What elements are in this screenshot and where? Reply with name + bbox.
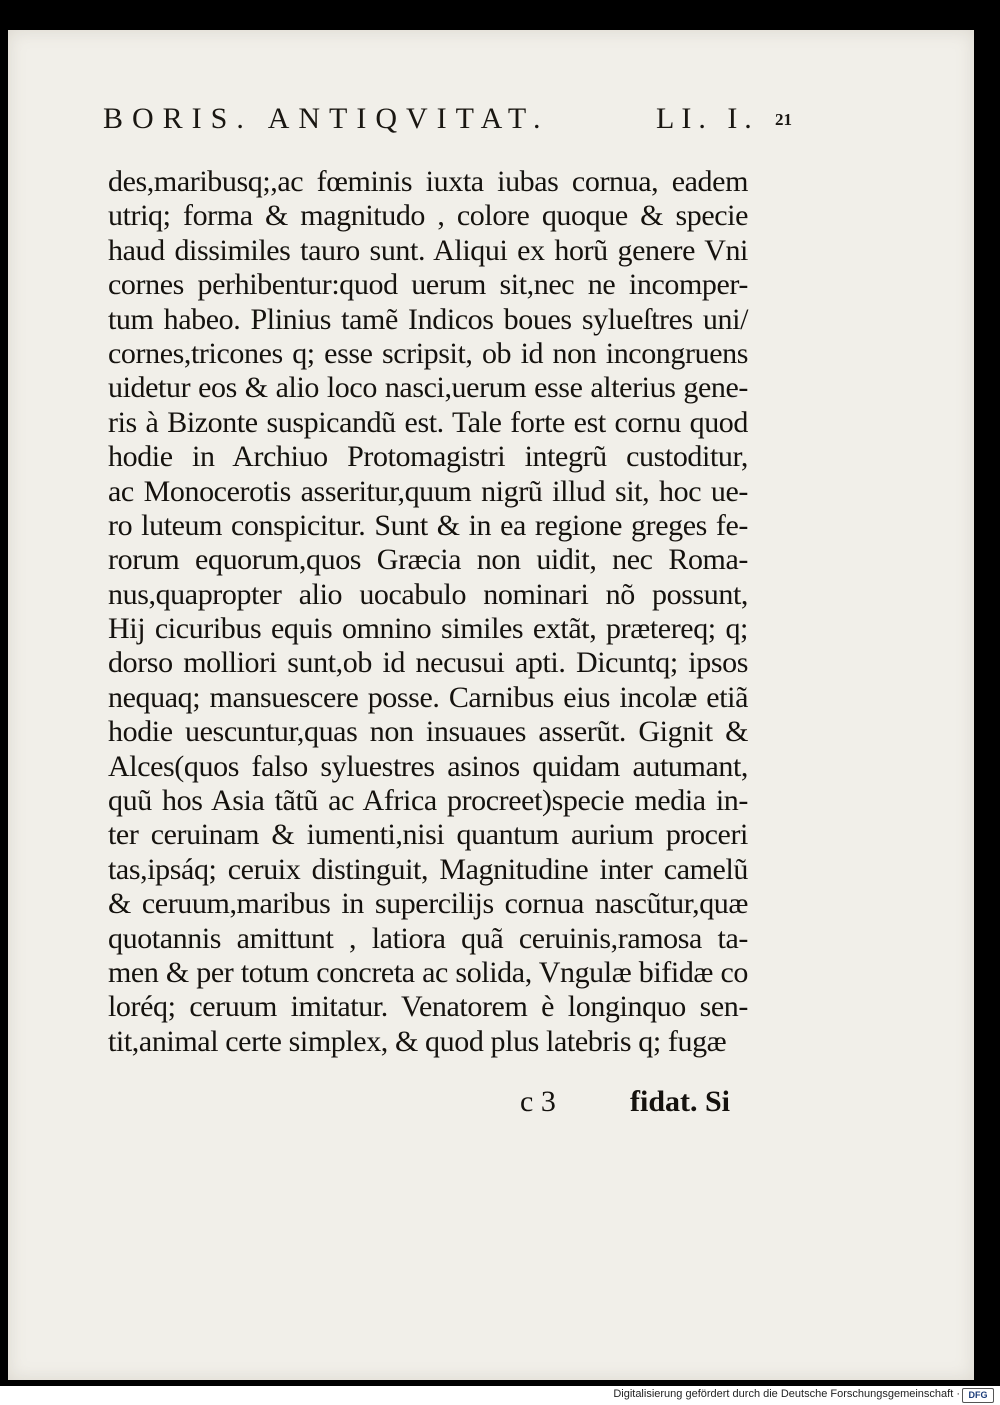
text-line: ris à Bizonte suspicandũ est. Tale forte est cornu quod <box>108 405 748 439</box>
footer-bar <box>0 1386 1000 1405</box>
text-line: utriq; forma & magnitudo , colore quoque & specie <box>108 199 748 233</box>
catchword: fidat. Si <box>630 1085 731 1118</box>
funding-credit: Digitalisierung gefördert durch die Deutsche Forschungsgemeinschaft · <box>613 1388 960 1400</box>
running-head-title: BORIS. ANTIQVITAT. <box>103 102 550 135</box>
folio-number: 21 <box>775 110 792 129</box>
text-line: des,maribusq;,ac fœminis iuxta iubas cornua, eadem <box>108 165 748 198</box>
text-line: Hij cicuribus equis omnino similes extãt, prætereq; q; <box>108 612 748 646</box>
running-head <box>103 102 803 142</box>
text-line: ter ceruinam & iumenti,nisi quantum aurium proceri <box>108 818 748 852</box>
text-line: hodie in Archiuo Protomagistri integrũ custoditur, <box>108 440 748 474</box>
text-line: hodie uescuntur,quas non insuaues asserũt. Gignit & <box>108 715 748 749</box>
text-line: loréq; ceruum imitatur. Venatorem è longinquo sen- <box>108 990 748 1024</box>
text-line: rorum equorum,quos Græcia non uidit, nec Roma- <box>108 543 748 577</box>
text-line: haud dissimiles tauro sunt. Aliqui ex horũ genere Vni <box>108 233 748 267</box>
book-page <box>8 30 974 1380</box>
text-line: tum habeo. Plinius tamẽ Indicos boues sylueſtres uni/ <box>108 302 748 336</box>
text-line: nus,quapropter alio uocabulo nominari nõ possunt, <box>108 577 748 611</box>
text-line: quũ hos Asia tãtũ ac Africa procreet)specie media in- <box>108 784 748 818</box>
body-text <box>108 165 748 1059</box>
signature-line <box>520 1085 750 1121</box>
text-line: & ceruum,maribus in supercilijs cornua nascũtur,quæ <box>108 887 748 921</box>
text-line: ro luteum conspicitur. Sunt & in ea regione greges fe- <box>108 508 748 542</box>
signature-mark: c 3 <box>520 1085 556 1118</box>
text-line: tit,animal certe simplex, & quod plus latebris q; fugæ <box>108 1024 727 1058</box>
text-line: cornes,tricones q; esse scripsit, ob id non incongruens <box>108 336 748 370</box>
text-line: ac Monocerotis asseritur,quum nigrũ illud sit, hoc ue- <box>108 474 748 508</box>
text-line: Alces(quos falso syluestres asinos quidam autumant, <box>108 749 748 783</box>
dfg-logo-icon: DFG <box>962 1388 994 1403</box>
text-line: tas,ipsáq; ceruix distinguit, Magnitudine inter camelũ <box>108 852 748 886</box>
text-line: uidetur eos & alio loco nasci,uerum esse alterius gene- <box>108 371 748 405</box>
text-line: men & per totum concreta ac solida, Vngulæ bifidæ co <box>108 955 748 989</box>
running-head-book-number: LI. I. <box>656 102 759 135</box>
text-line: quotannis amittunt , latiora quã ceruinis,ramosa ta- <box>108 921 748 955</box>
text-line: nequaq; mansuescere posse. Carnibus eius incolæ etiã <box>108 680 748 714</box>
text-line: dorso molliori sunt,ob id necusui apti. Dicuntq; ipsos <box>108 646 748 680</box>
text-line: cornes perhibentur:quod uerum sit,nec ne incomper- <box>108 268 748 302</box>
